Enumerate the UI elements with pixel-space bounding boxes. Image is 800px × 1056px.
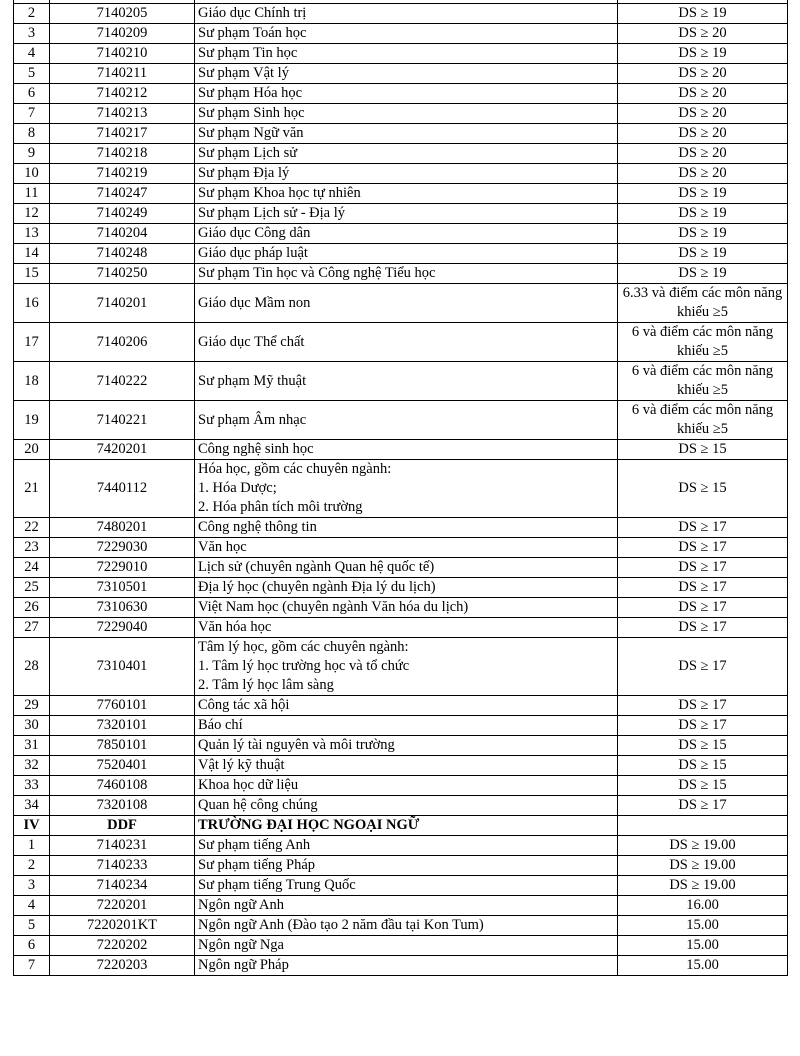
- row-number: 1: [14, 836, 50, 856]
- program-name: Công nghệ thông tin: [195, 518, 618, 538]
- table-row: [14, 224, 788, 244]
- min-score: 15.00: [618, 916, 788, 936]
- program-code: 7140210: [50, 44, 195, 64]
- table-row: [14, 244, 788, 264]
- row-number: 16: [14, 284, 50, 323]
- table-row: [14, 144, 788, 164]
- program-code: 7140231: [50, 836, 195, 856]
- table-row: [14, 264, 788, 284]
- program-code: 7320101: [50, 716, 195, 736]
- row-number: 25: [14, 578, 50, 598]
- row-number: 7: [14, 956, 50, 976]
- program-code: 7229030: [50, 538, 195, 558]
- min-score: 15.00: [618, 956, 788, 976]
- program-code: 7229040: [50, 618, 195, 638]
- table-row: [14, 776, 788, 796]
- row-number: 4: [14, 44, 50, 64]
- min-score: DS ≥ 19: [618, 244, 788, 264]
- program-code: 7140249: [50, 204, 195, 224]
- program-name: Giáo dục pháp luật: [195, 244, 618, 264]
- min-score: DS ≥ 17: [618, 696, 788, 716]
- row-number: 27: [14, 618, 50, 638]
- row-number: 7: [14, 104, 50, 124]
- program-name: Văn học: [195, 538, 618, 558]
- program-code: 7220203: [50, 956, 195, 976]
- min-score: DS ≥ 19: [618, 184, 788, 204]
- program-name: Giáo dục Thể chất: [195, 323, 618, 362]
- table-row: [14, 460, 788, 518]
- program-code: 7460108: [50, 776, 195, 796]
- table-row: [14, 756, 788, 776]
- program-code: 7140213: [50, 104, 195, 124]
- program-name: Sư phạm Hóa học: [195, 84, 618, 104]
- program-name: Sư phạm Tin học và Công nghệ Tiểu học: [195, 264, 618, 284]
- min-score: DS ≥ 17: [618, 796, 788, 816]
- min-score: DS ≥ 20: [618, 104, 788, 124]
- table-row: [14, 896, 788, 916]
- program-name: Sư phạm Lịch sử - Địa lý: [195, 204, 618, 224]
- program-name: Ngôn ngữ Nga: [195, 936, 618, 956]
- program-name: Giáo dục Chính trị: [195, 4, 618, 24]
- table-row: [14, 578, 788, 598]
- min-score: DS ≥ 17: [618, 716, 788, 736]
- program-name: Sư phạm Vật lý: [195, 64, 618, 84]
- table-row: [14, 716, 788, 736]
- min-score: DS ≥ 19.00: [618, 836, 788, 856]
- table-row: [14, 204, 788, 224]
- program-code: 7310501: [50, 578, 195, 598]
- row-number: 4: [14, 896, 50, 916]
- row-number: 15: [14, 264, 50, 284]
- min-score: DS ≥ 19: [618, 264, 788, 284]
- program-name: Văn hóa học: [195, 618, 618, 638]
- row-number: 26: [14, 598, 50, 618]
- table-row: [14, 956, 788, 976]
- program-code: 7140206: [50, 323, 195, 362]
- row-number: 3: [14, 24, 50, 44]
- min-score: DS ≥ 17: [618, 598, 788, 618]
- min-score: 16.00: [618, 896, 788, 916]
- program-name: Sư phạm Ngữ văn: [195, 124, 618, 144]
- min-score: DS ≥ 20: [618, 144, 788, 164]
- program-code: 7140233: [50, 856, 195, 876]
- row-number: 29: [14, 696, 50, 716]
- program-code: 7140218: [50, 144, 195, 164]
- program-code: 7310630: [50, 598, 195, 618]
- table-row: [14, 696, 788, 716]
- min-score: 15.00: [618, 936, 788, 956]
- program-name: Giáo dục Công dân: [195, 224, 618, 244]
- min-score: DS ≥ 19: [618, 204, 788, 224]
- program-code: 7140221: [50, 401, 195, 440]
- row-number: 24: [14, 558, 50, 578]
- min-score: DS ≥ 15: [618, 756, 788, 776]
- row-number: 5: [14, 916, 50, 936]
- program-code: 7480201: [50, 518, 195, 538]
- min-score: 6 và điểm các môn năng khiếu ≥5: [618, 401, 788, 440]
- row-number: 2: [14, 4, 50, 24]
- table-row: [14, 84, 788, 104]
- program-code: 7140248: [50, 244, 195, 264]
- table-row: [14, 104, 788, 124]
- program-code: 7310401: [50, 638, 195, 696]
- row-number: 10: [14, 164, 50, 184]
- table-row: [14, 4, 788, 24]
- program-name: Ngôn ngữ Anh (Đào tạo 2 năm đầu tại Kon Tum): [195, 916, 618, 936]
- table-row: [14, 184, 788, 204]
- row-number: 17: [14, 323, 50, 362]
- program-code: 7320108: [50, 796, 195, 816]
- min-score: DS ≥ 17: [618, 578, 788, 598]
- program-code: 7140201: [50, 284, 195, 323]
- program-code: 7140212: [50, 84, 195, 104]
- program-code: 7140250: [50, 264, 195, 284]
- table-row: [14, 164, 788, 184]
- program-name: TRƯỜNG ĐẠI HỌC NGOẠI NGỮ: [195, 816, 618, 836]
- table-row: [14, 518, 788, 538]
- table-row: [14, 538, 788, 558]
- min-score: DS ≥ 15: [618, 440, 788, 460]
- min-score: DS ≥ 17: [618, 558, 788, 578]
- program-name: Sư phạm tiếng Pháp: [195, 856, 618, 876]
- min-score: DS ≥ 17: [618, 638, 788, 696]
- program-code: 7140219: [50, 164, 195, 184]
- program-code: 7850101: [50, 736, 195, 756]
- row-number: 2: [14, 856, 50, 876]
- row-number: 31: [14, 736, 50, 756]
- table-row: [14, 598, 788, 618]
- program-code: DDF: [50, 816, 195, 836]
- program-name: Khoa học dữ liệu: [195, 776, 618, 796]
- table-row: [14, 638, 788, 696]
- min-score: DS ≥ 15: [618, 736, 788, 756]
- min-score: DS ≥ 17: [618, 538, 788, 558]
- program-code: 7140204: [50, 224, 195, 244]
- row-number: 6: [14, 936, 50, 956]
- row-number: 3: [14, 876, 50, 896]
- table-row: [14, 876, 788, 896]
- program-name: Quan hệ công chúng: [195, 796, 618, 816]
- program-name: Quản lý tài nguyên và môi trường: [195, 736, 618, 756]
- table-row: [14, 558, 788, 578]
- program-name: Công nghệ sinh học: [195, 440, 618, 460]
- program-name: Lịch sử (chuyên ngành Quan hệ quốc tế): [195, 558, 618, 578]
- program-code: 7140222: [50, 362, 195, 401]
- table-row: [14, 856, 788, 876]
- min-score: DS ≥ 20: [618, 84, 788, 104]
- min-score: DS ≥ 19.00: [618, 856, 788, 876]
- program-code: 7440112: [50, 460, 195, 518]
- table-row: [14, 816, 788, 836]
- min-score: DS ≥ 17: [618, 618, 788, 638]
- min-score: DS ≥ 15: [618, 776, 788, 796]
- min-score: DS ≥ 15: [618, 460, 788, 518]
- min-score: DS ≥ 20: [618, 124, 788, 144]
- table-row: [14, 284, 788, 323]
- table-row: [14, 618, 788, 638]
- table-row: [14, 796, 788, 816]
- program-code: 7220201KT: [50, 916, 195, 936]
- program-name: Hóa học, gồm các chuyên ngành: 1. Hóa Dược; 2. Hóa phân tích môi trường: [195, 460, 618, 518]
- row-number: 21: [14, 460, 50, 518]
- min-score: DS ≥ 20: [618, 164, 788, 184]
- table-row: [14, 44, 788, 64]
- table-row: [14, 64, 788, 84]
- row-number: 34: [14, 796, 50, 816]
- program-code: 7229010: [50, 558, 195, 578]
- table-row: [14, 936, 788, 956]
- program-code: 7420201: [50, 440, 195, 460]
- min-score: 6.33 và điểm các môn năng khiếu ≥5: [618, 284, 788, 323]
- row-number: 33: [14, 776, 50, 796]
- program-code: 7140217: [50, 124, 195, 144]
- program-code: 7140234: [50, 876, 195, 896]
- table-row: [14, 736, 788, 756]
- min-score: DS ≥ 17: [618, 518, 788, 538]
- row-number: IV: [14, 816, 50, 836]
- program-name: Ngôn ngữ Pháp: [195, 956, 618, 976]
- row-number: 13: [14, 224, 50, 244]
- row-number: 12: [14, 204, 50, 224]
- row-number: 18: [14, 362, 50, 401]
- min-score: 6 và điểm các môn năng khiếu ≥5: [618, 362, 788, 401]
- program-name: Sư phạm Địa lý: [195, 164, 618, 184]
- program-code: 7140205: [50, 4, 195, 24]
- program-name: Địa lý học (chuyên ngành Địa lý du lịch): [195, 578, 618, 598]
- program-name: Sư phạm tiếng Anh: [195, 836, 618, 856]
- table-row: [14, 916, 788, 936]
- program-name: Sư phạm Khoa học tự nhiên: [195, 184, 618, 204]
- row-number: 19: [14, 401, 50, 440]
- program-name: Sư phạm Âm nhạc: [195, 401, 618, 440]
- table-row: [14, 24, 788, 44]
- row-number: 14: [14, 244, 50, 264]
- program-code: 7140211: [50, 64, 195, 84]
- min-score: DS ≥ 19.00: [618, 876, 788, 896]
- program-name: Vật lý kỹ thuật: [195, 756, 618, 776]
- program-code: 7760101: [50, 696, 195, 716]
- table-row: [14, 401, 788, 440]
- row-number: 8: [14, 124, 50, 144]
- row-number: 23: [14, 538, 50, 558]
- min-score: 6 và điểm các môn năng khiếu ≥5: [618, 323, 788, 362]
- table-row: [14, 440, 788, 460]
- min-score: DS ≥ 19: [618, 44, 788, 64]
- min-score: DS ≥ 20: [618, 24, 788, 44]
- row-number: 5: [14, 64, 50, 84]
- program-name: Công tác xã hội: [195, 696, 618, 716]
- program-code: 7220201: [50, 896, 195, 916]
- program-name: Sư phạm Sinh học: [195, 104, 618, 124]
- admission-score-table: [13, 0, 787, 976]
- row-number: 30: [14, 716, 50, 736]
- program-name: Ngôn ngữ Anh: [195, 896, 618, 916]
- program-name: Báo chí: [195, 716, 618, 736]
- row-number: 32: [14, 756, 50, 776]
- program-name: Tâm lý học, gồm các chuyên ngành: 1. Tâm lý học trường học và tổ chức 2. Tâm lý học lâm sàng: [195, 638, 618, 696]
- program-name: Sư phạm Lịch sử: [195, 144, 618, 164]
- program-name: Sư phạm Mỹ thuật: [195, 362, 618, 401]
- table-row: [14, 362, 788, 401]
- table-row: [14, 323, 788, 362]
- row-number: 20: [14, 440, 50, 460]
- row-number: 22: [14, 518, 50, 538]
- program-name: Sư phạm Tin học: [195, 44, 618, 64]
- table-row: [14, 124, 788, 144]
- row-number: 11: [14, 184, 50, 204]
- program-code: 7520401: [50, 756, 195, 776]
- min-score: DS ≥ 19: [618, 224, 788, 244]
- program-name: Việt Nam học (chuyên ngành Văn hóa du lịch): [195, 598, 618, 618]
- program-code: 7220202: [50, 936, 195, 956]
- min-score: DS ≥ 20: [618, 64, 788, 84]
- program-name: Giáo dục Mầm non: [195, 284, 618, 323]
- empty-cell: [618, 816, 788, 836]
- row-number: 28: [14, 638, 50, 696]
- program-name: Sư phạm tiếng Trung Quốc: [195, 876, 618, 896]
- program-name: Sư phạm Toán học: [195, 24, 618, 44]
- program-code: 7140209: [50, 24, 195, 44]
- row-number: 9: [14, 144, 50, 164]
- program-code: 7140247: [50, 184, 195, 204]
- table-row: [14, 836, 788, 856]
- min-score: DS ≥ 19: [618, 4, 788, 24]
- row-number: 6: [14, 84, 50, 104]
